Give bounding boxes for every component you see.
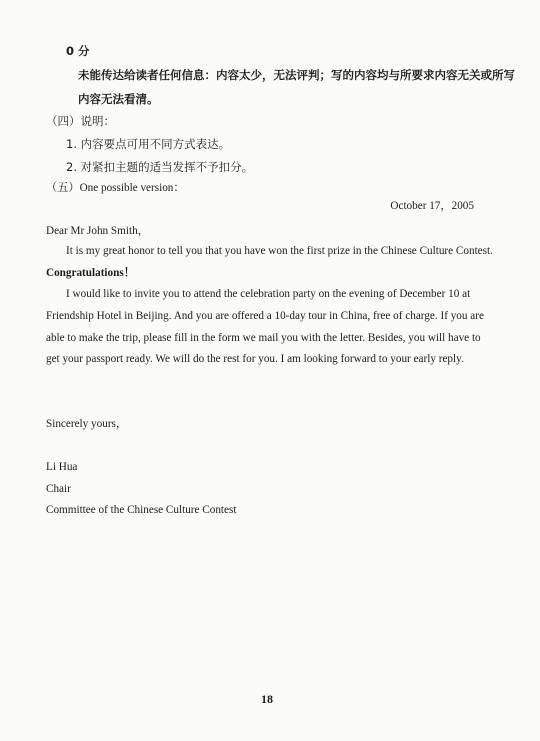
paragraph-1-line-1: It is my great honor to tell you that you have won the first prize in the Chinese Culture Contest.: [66, 245, 493, 257]
letter-closing: Sincerely yours，: [46, 418, 128, 430]
letter-date: October 17，2005: [390, 200, 474, 212]
letter-salutation: Dear Mr John Smith，: [46, 225, 149, 237]
signature-organization: Committee of the Chinese Culture Contest: [46, 504, 237, 516]
grade-zero-description-line-1: 未能传达给读者任何信息：内容太少，无法评判；写的内容均与所要求内容无关或所写: [78, 68, 515, 82]
paragraph-1-line-2: Congratulations！: [46, 267, 135, 279]
paragraph-2-line-1: I would like to invite you to attend the celebration party on the evening of December 10 at: [66, 288, 471, 300]
page-number: 18: [261, 692, 273, 706]
paragraph-2-line-2: Friendship Hotel in Beijing. And you are offered a 10-day tour in China, free of charge. If you are: [46, 310, 484, 322]
grade-zero-label: 0 分: [66, 44, 90, 58]
version-heading: （五）One possible version：: [46, 182, 185, 194]
paragraph-2-line-4: get your passport ready. We will do the rest for you. I am looking forward to your early reply.: [46, 353, 464, 365]
grade-zero-description-line-2: 内容无法看清。: [78, 92, 159, 106]
notes-item-2: 2. 对紧扣主题的适当发挥不予扣分。: [66, 160, 254, 174]
notes-heading: （四）说明：: [46, 114, 115, 128]
signature-title: Chair: [46, 483, 71, 495]
paragraph-2-line-3: able to make the trip, please fill in the form we mail you with the letter. Besides, you will have to: [46, 332, 481, 344]
notes-item-1: 1. 内容要点可用不同方式表达。: [66, 137, 231, 151]
signature-name: Li Hua: [46, 461, 78, 473]
